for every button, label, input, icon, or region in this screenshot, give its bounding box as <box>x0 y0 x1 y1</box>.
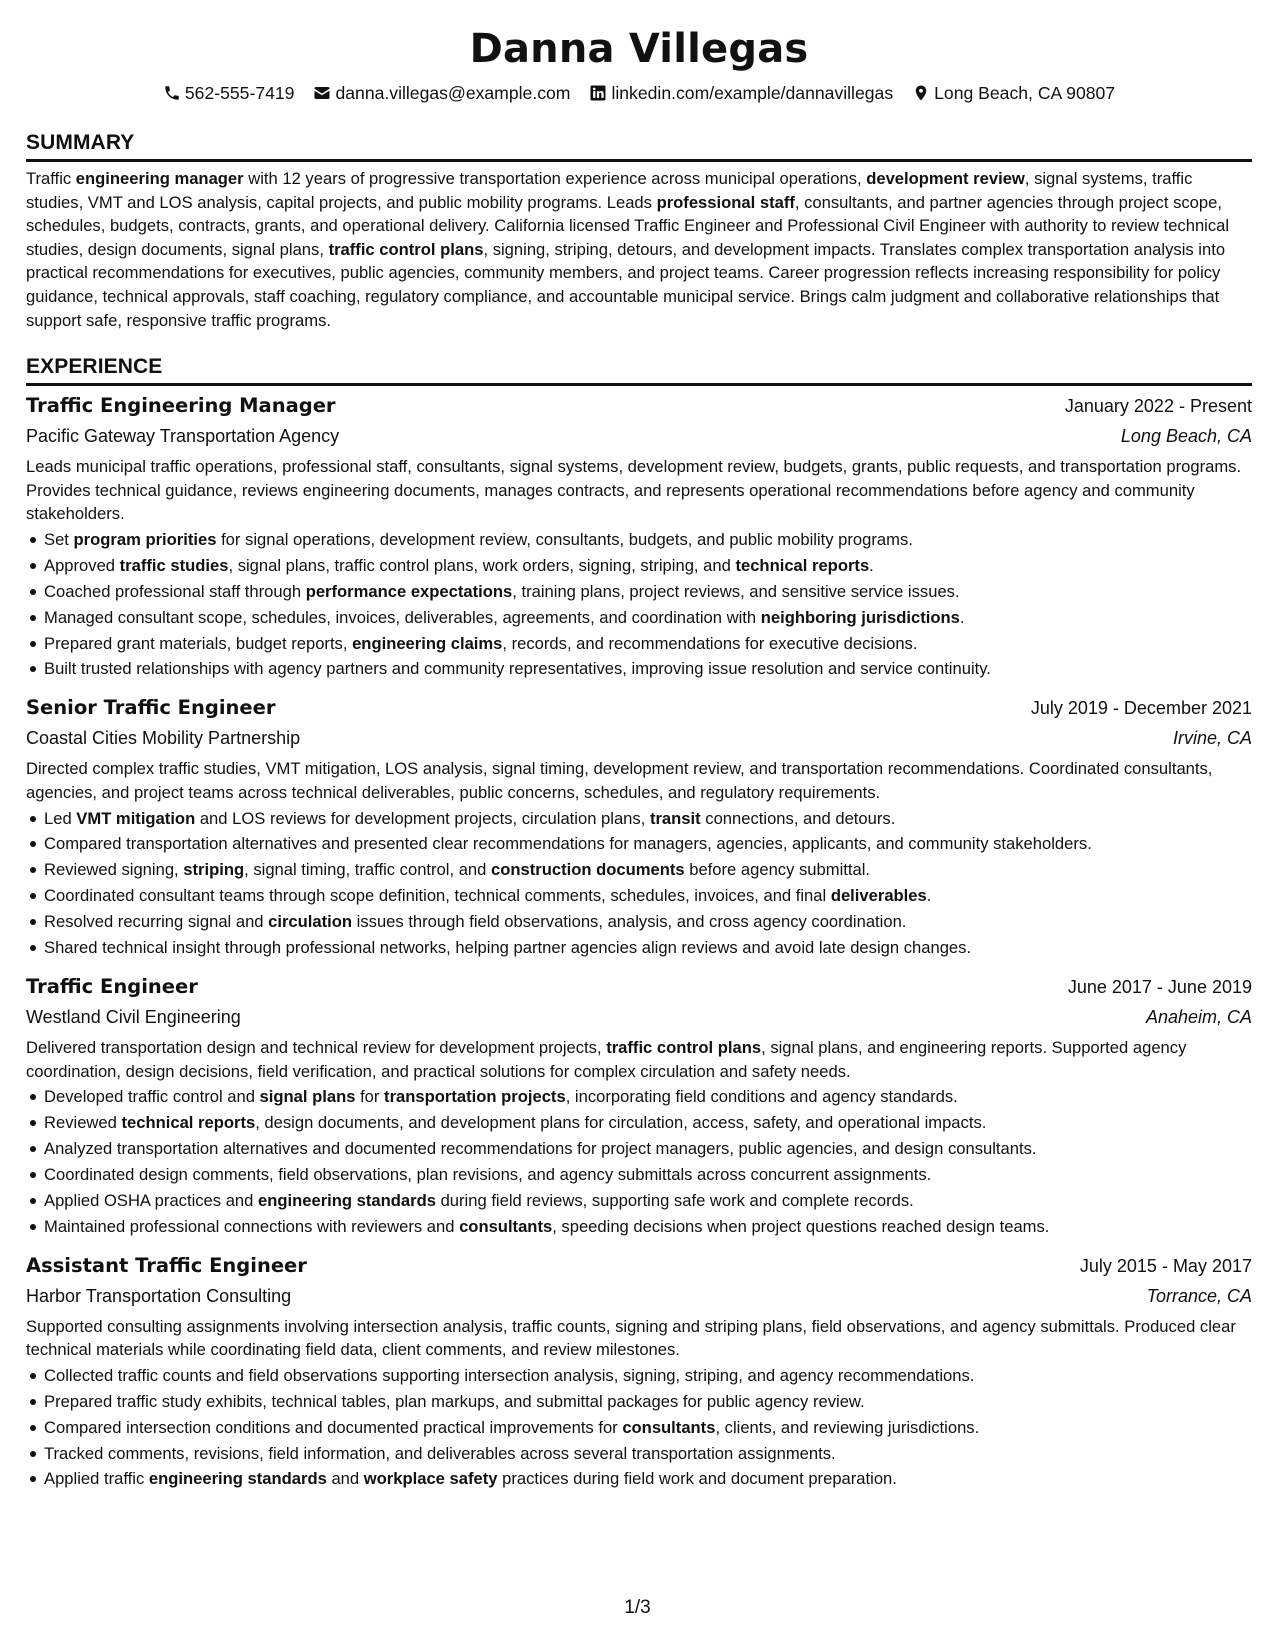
job-dates: July 2019 - December 2021 <box>1030 698 1252 719</box>
job-location: Irvine, CA <box>1172 728 1252 749</box>
list-item: Approved traffic studies, signal plans, traffic control plans, work orders, signing, striping, and technical reports. <box>26 553 1252 579</box>
job-title: Traffic Engineering Manager <box>26 394 336 418</box>
job-dates: January 2022 - Present <box>1064 396 1252 417</box>
job-title: Senior Traffic Engineer <box>26 696 276 720</box>
candidate-name: Danna Villegas <box>469 26 809 72</box>
job-location: Long Beach, CA <box>1120 426 1252 447</box>
job-company: Coastal Cities Mobility Partnership <box>26 728 301 749</box>
job-header <box>26 693 1252 723</box>
contact-location <box>912 81 1115 105</box>
list-item: Resolved recurring signal and circulation issues through field observations, analysis, and cross agency coordination. <box>26 909 1252 935</box>
job-entry <box>26 972 1252 1240</box>
phone-text[interactable]: 562-555-7419 <box>184 83 295 103</box>
contact-linkedin <box>589 81 893 105</box>
email-link[interactable]: danna.villegas@example.com <box>335 83 571 103</box>
linkedin-link[interactable]: linkedin.com/example/dannavillegas <box>611 83 894 103</box>
map-pin-icon <box>912 84 930 102</box>
location-text: Long Beach, CA 90807 <box>934 83 1116 103</box>
job-description: Delivered transportation design and technical review for development projects, traffic control plans, signal plans, and engineering reports. Supported agency coordination, design decisions, field verification, and practical solutions for complex circulation and safety needs. <box>26 1038 1187 1081</box>
job-bullets <box>26 527 1252 682</box>
list-item: Prepared traffic study exhibits, technical tables, plan markups, and submittal packages for public agency review. <box>26 1389 1252 1415</box>
job-entry <box>26 1251 1252 1493</box>
job-subheader <box>26 1002 1252 1032</box>
job-location: Torrance, CA <box>1146 1285 1252 1306</box>
list-item: Set program priorities for signal operations, development review, consultants, budgets, and public mobility programs. <box>26 527 1252 553</box>
list-item: Compared transportation alternatives and presented clear recommendations for managers, agencies, applicants, and community stakeholders. <box>26 831 1252 857</box>
contact-email <box>313 81 570 105</box>
list-item: Shared technical insight through professional networks, helping partner agencies align reviews and avoid late design changes. <box>26 935 1252 961</box>
job-description: Supported consulting assignments involving intersection analysis, traffic counts, signing and striping plans, field observations, and agency submittals. Produced clear technical materials while coordinating field data, client comments, and review milestones. <box>26 1316 1236 1360</box>
list-item: Coordinated consultant teams through scope definition, technical comments, schedules, invoices, and final deliverables. <box>26 883 1252 909</box>
list-item: Tracked comments, revisions, field information, and deliverables across several transportation assignments. <box>26 1441 1252 1467</box>
list-item: Compared intersection conditions and documented practical improvements for consultants, clients, and reviewing jurisdictions. <box>26 1415 1252 1441</box>
job-description: Directed complex traffic studies, VMT mitigation, LOS analysis, signal timing, development review, and transportation recommendations. Coordinated consultants, agencies, and project teams across technical deliverables, public concerns, schedules, and regulatory requirements. <box>26 759 1213 802</box>
job-title: Traffic Engineer <box>26 975 198 998</box>
summary-heading: SUMMARY <box>26 130 1252 162</box>
job-header <box>26 391 1252 421</box>
envelope-icon <box>313 84 331 102</box>
contact-phone <box>163 81 295 105</box>
page-number: 1/3 <box>624 1597 651 1618</box>
list-item: Coached professional staff through performance expectations, training plans, project reviews, and sensitive service issues. <box>26 579 1252 605</box>
list-item: Led VMT mitigation and LOS reviews for development projects, circulation plans, transit connections, and detours. <box>26 806 1252 832</box>
job-description: Leads municipal traffic operations, professional staff, consultants, signal systems, development review, budgets, grants, public requests, and transportation programs. Provides technical guidance, reviews engineering documents, manages contracts, and represents operational recommendations before agency and community stakeholders. <box>26 457 1242 524</box>
job-company: Harbor Transportation Consulting <box>26 1285 292 1306</box>
job-company: Westland Civil Engineering <box>26 1007 241 1027</box>
list-item: Built trusted relationships with agency partners and community representatives, improving issue resolution and service continuity. <box>26 656 1252 682</box>
job-header <box>26 972 1252 1002</box>
list-item: Reviewed technical reports, design documents, and development plans for circulation, access, safety, and operational impacts. <box>26 1110 1252 1136</box>
job-location: Anaheim, CA <box>1145 1007 1252 1027</box>
job-subheader <box>26 421 1252 451</box>
job-subheader <box>26 1281 1252 1311</box>
phone-icon <box>163 84 181 102</box>
list-item: Reviewed signing, striping, signal timing, traffic control, and construction documents before agency submittal. <box>26 857 1252 883</box>
job-entry <box>26 391 1252 682</box>
job-bullets <box>26 1363 1252 1493</box>
list-item: Prepared grant materials, budget reports, engineering claims, records, and recommendations for executive decisions. <box>26 631 1252 657</box>
resume-page <box>26 20 1252 1492</box>
job-dates: July 2015 - May 2017 <box>1079 1255 1252 1276</box>
list-item: Collected traffic counts and field observations supporting intersection analysis, signing, striping, and agency recommendations. <box>26 1363 1252 1389</box>
job-entry <box>26 693 1252 961</box>
linkedin-icon <box>589 84 607 102</box>
list-item: Applied traffic engineering standards and workplace safety practices during field work and document preparation. <box>26 1466 1252 1492</box>
list-item: Applied OSHA practices and engineering standards during field reviews, supporting safe work and complete records. <box>26 1188 1252 1214</box>
job-bullets <box>26 806 1252 961</box>
list-item: Developed traffic control and signal plans for transportation projects, incorporating field conditions and agency standards. <box>26 1084 1252 1110</box>
list-item: Coordinated design comments, field observations, plan revisions, and agency submittals across concurrent assignments. <box>26 1162 1252 1188</box>
contact-bar <box>26 81 1252 105</box>
job-title: Assistant Traffic Engineer <box>26 1253 307 1277</box>
job-dates: June 2017 - June 2019 <box>1067 977 1252 997</box>
job-subheader <box>26 723 1252 753</box>
list-item: Managed consultant scope, schedules, invoices, deliverables, agreements, and coordination with neighboring jurisdictions. <box>26 605 1252 631</box>
experience-list <box>26 391 1252 1492</box>
job-company: Pacific Gateway Transportation Agency <box>26 426 340 447</box>
job-header <box>26 1251 1252 1281</box>
summary-text: Traffic engineering manager with 12 years of progressive transportation experience across municipal operations, development review, signal systems, traffic studies, VMT and LOS analysis, capital projects, and public mobility programs. Leads professional staff, consultants, and partner agencies through project scope, schedules, budgets, contracts, grants, and operational delivery. California licensed Traffic Engineer and Professional Civil Engineer with authority to review technical studies, design documents, signal plans, traffic control plans, signing, striping, detours, and development impacts. Translates complex transportation analysis into practical recommendations for executives, public agencies, community members, and project teams. Career progression reflects increasing responsibility for policy guidance, technical approvals, staff coaching, regulatory compliance, and accountable municipal service. Brings calm judgment and collaborative relationships that support safe, responsive traffic programs. <box>26 169 1230 330</box>
experience-heading: EXPERIENCE <box>26 354 1252 386</box>
list-item: Analyzed transportation alternatives and documented recommendations for project managers, public agencies, and design consultants. <box>26 1136 1252 1162</box>
job-bullets <box>26 1084 1252 1239</box>
list-item: Maintained professional connections with reviewers and consultants, speeding decisions when project questions reached design teams. <box>26 1214 1252 1240</box>
